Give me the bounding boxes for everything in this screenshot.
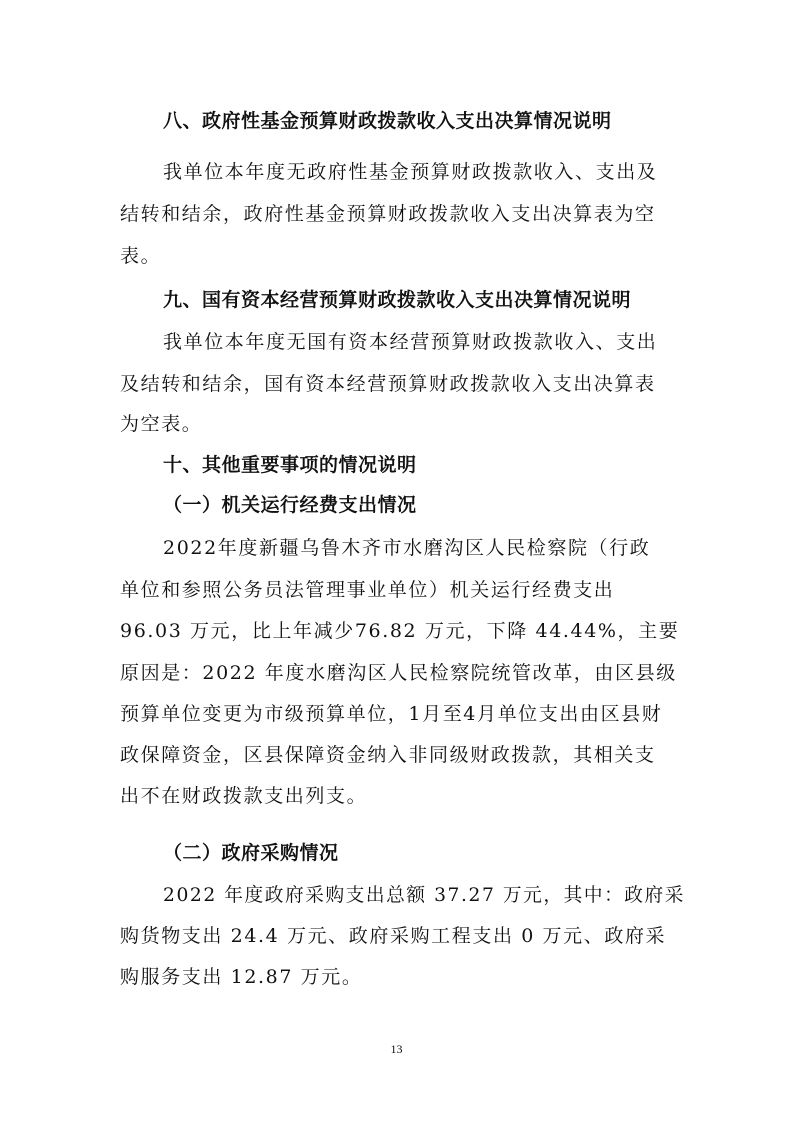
section-8-line-2: 结转和结余，政府性基金预算财政拨款收入支出决算表为空 (120, 203, 656, 225)
subsection-1-line-7: 出不在财政拨款支出列支。 (120, 785, 368, 807)
section-8-line-1: 我单位本年度无政府性基金预算财政拨款收入、支出及 (163, 161, 658, 183)
subsection-2-heading: （二）政府采购情况 (163, 842, 339, 864)
subsection-1-line-2: 单位和参照公务员法管理事业单位）机关运行经费支出 (120, 579, 615, 601)
subsection-1-line-1: 2022年度新疆乌鲁木齐市水磨沟区人民检察院（行政 (163, 537, 651, 559)
subsection-1-line-4: 原因是：2022 年度水磨沟区人民检察院统管改革，由区县级 (120, 662, 677, 684)
subsection-2-line-1: 2022 年度政府采购支出总额 37.27 万元，其中：政府采 (163, 884, 685, 906)
section-8-line-3: 表。 (120, 245, 162, 267)
section-10-heading: 十、其他重要事项的情况说明 (163, 454, 417, 476)
subsection-1-line-3: 96.03 万元，比上年减少76.82 万元，下降 44.44%，主要 (120, 620, 680, 642)
page-number: 13 (390, 1042, 403, 1056)
subsection-1-heading: （一）机关运行经费支出情况 (163, 494, 417, 516)
subsection-2-line-2: 购货物支出 24.4 万元、政府采购工程支出 0 万元、政府采 (120, 925, 667, 947)
section-9-heading: 九、国有资本经营预算财政拨款收入支出决算情况说明 (163, 289, 632, 311)
section-9-line-2: 及结转和结余，国有资本经营预算财政拨款收入支出决算表 (120, 373, 656, 395)
subsection-2-line-3: 购服务支出 12.87 万元。 (120, 966, 363, 988)
subsection-1-line-5: 预算单位变更为市级预算单位，1月至4月单位支出由区县财 (120, 703, 663, 725)
section-8-heading: 八、政府性基金预算财政拨款收入支出决算情况说明 (163, 110, 612, 132)
section-9-line-3: 为空表。 (120, 413, 203, 435)
section-9-line-1: 我单位本年度无国有资本经营预算财政拨款收入、支出 (163, 331, 658, 353)
subsection-1-line-6: 政保障资金，区县保障资金纳入非同级财政拨款，其相关支 (120, 744, 656, 766)
